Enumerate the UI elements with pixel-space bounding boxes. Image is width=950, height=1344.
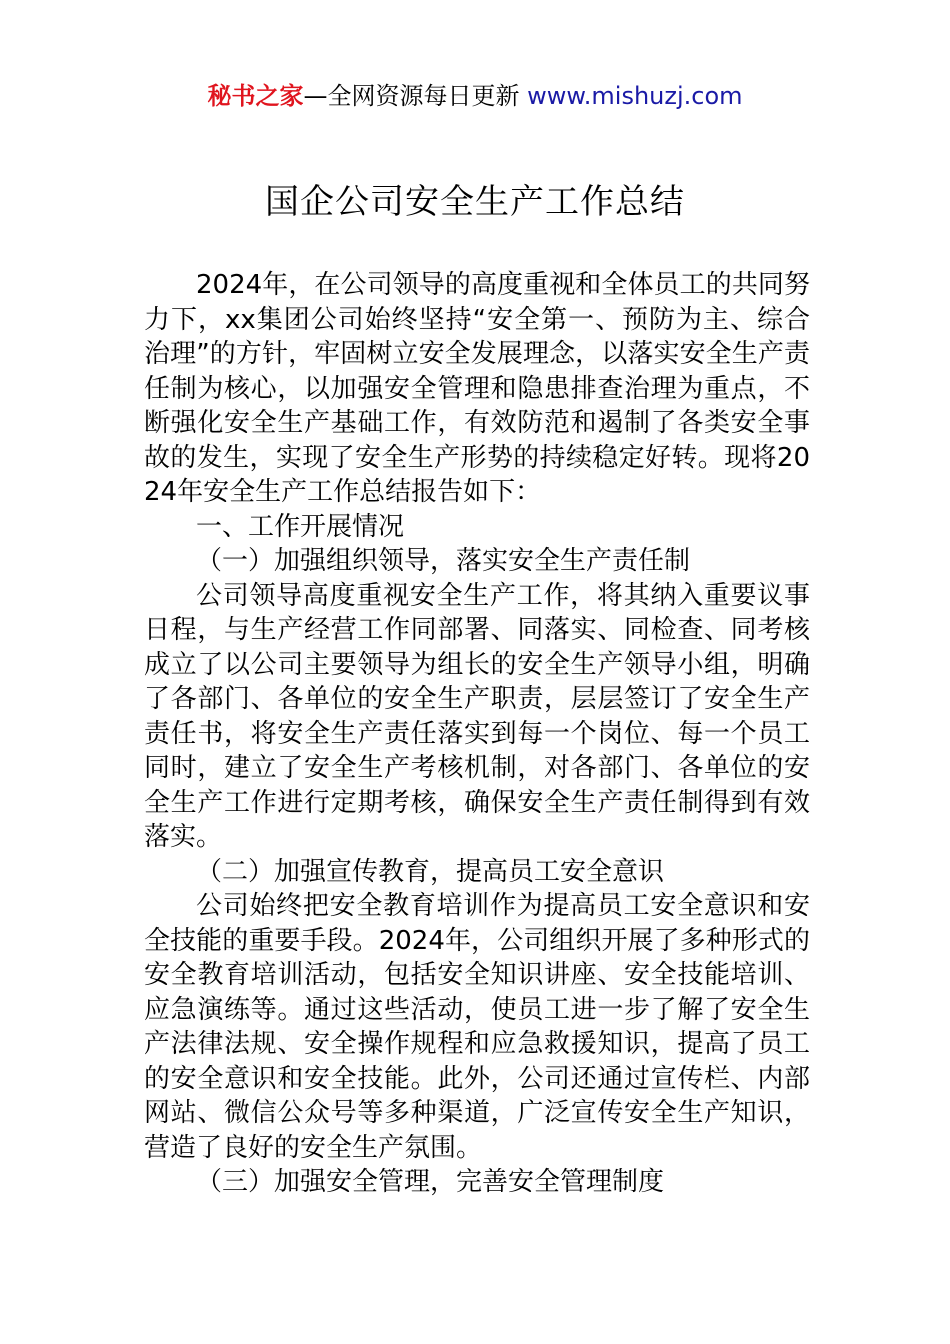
subsection-heading-2: （二）加强宣传教育，提高员工安全意识	[196, 856, 665, 887]
header-slogan: —全网资源每日更新	[303, 82, 520, 110]
subsection-body-1: 公司领导高度重视安全生产工作，将其纳入重要议事日程，与生产经营工作同部署、同落实、同检查、同考核成立了以公司主要领导为组长的安全生产领导小组，明确了各部门、各单位的安全生产职责，层层签订了安全生产责任书，将安全生产责任落实到每一个岗位、每一个员工同时，建立了安全生产考核机制，对各部门、各单位的安全生产工作进行定期考核，确保安全生产责任制得到有效落实。	[144, 580, 810, 852]
brand-name: 秘书之家	[207, 82, 304, 110]
intro-paragraph: 2024年，在公司领导的高度重视和全体员工的共同努力下，xx集团公司始终坚持“安全第一、预防为主、综合治理”的方针，牢固树立安全发展理念，以落实安全生产责任制为核心，以加强安全管理和隐患排查治理为重点，不断强化安全生产基础工作，有效防范和遏制了各类安全事故的发生，实现了安全生产形势的持续稳定好转。现将2024年安全生产工作总结报告如下：	[144, 270, 810, 507]
document-body	[144, 268, 810, 1200]
document-title: 国企公司安全生产工作总结	[265, 182, 685, 222]
site-url[interactable]: www.mishuzj.com	[527, 82, 743, 110]
site-header	[0, 78, 950, 114]
subsection-heading-1: （一）加强组织领导，落实安全生产责任制	[196, 546, 691, 576]
subsection-body-2: 公司始终把安全教育培训作为提高员工安全意识和安全技能的重要手段。2024年，公司组织开展了多种形式的安全教育培训活动，包括安全知识讲座、安全技能培训、应急演练等。通过这些活动，使员工进一步了解了安全生产法律法规、安全操作规程和应急救援知识，提高了员工的安全意识和安全技能。此外，公司还通过宣传栏、内部网站、微信公众号等多种渠道，广泛宣传安全生产知识，营造了良好的安全生产氛围。	[144, 891, 810, 1163]
subsection-heading-3: （三）加强安全管理，完善安全管理制度	[196, 1167, 665, 1197]
section-heading-1: 一、工作开展情况	[196, 511, 405, 542]
